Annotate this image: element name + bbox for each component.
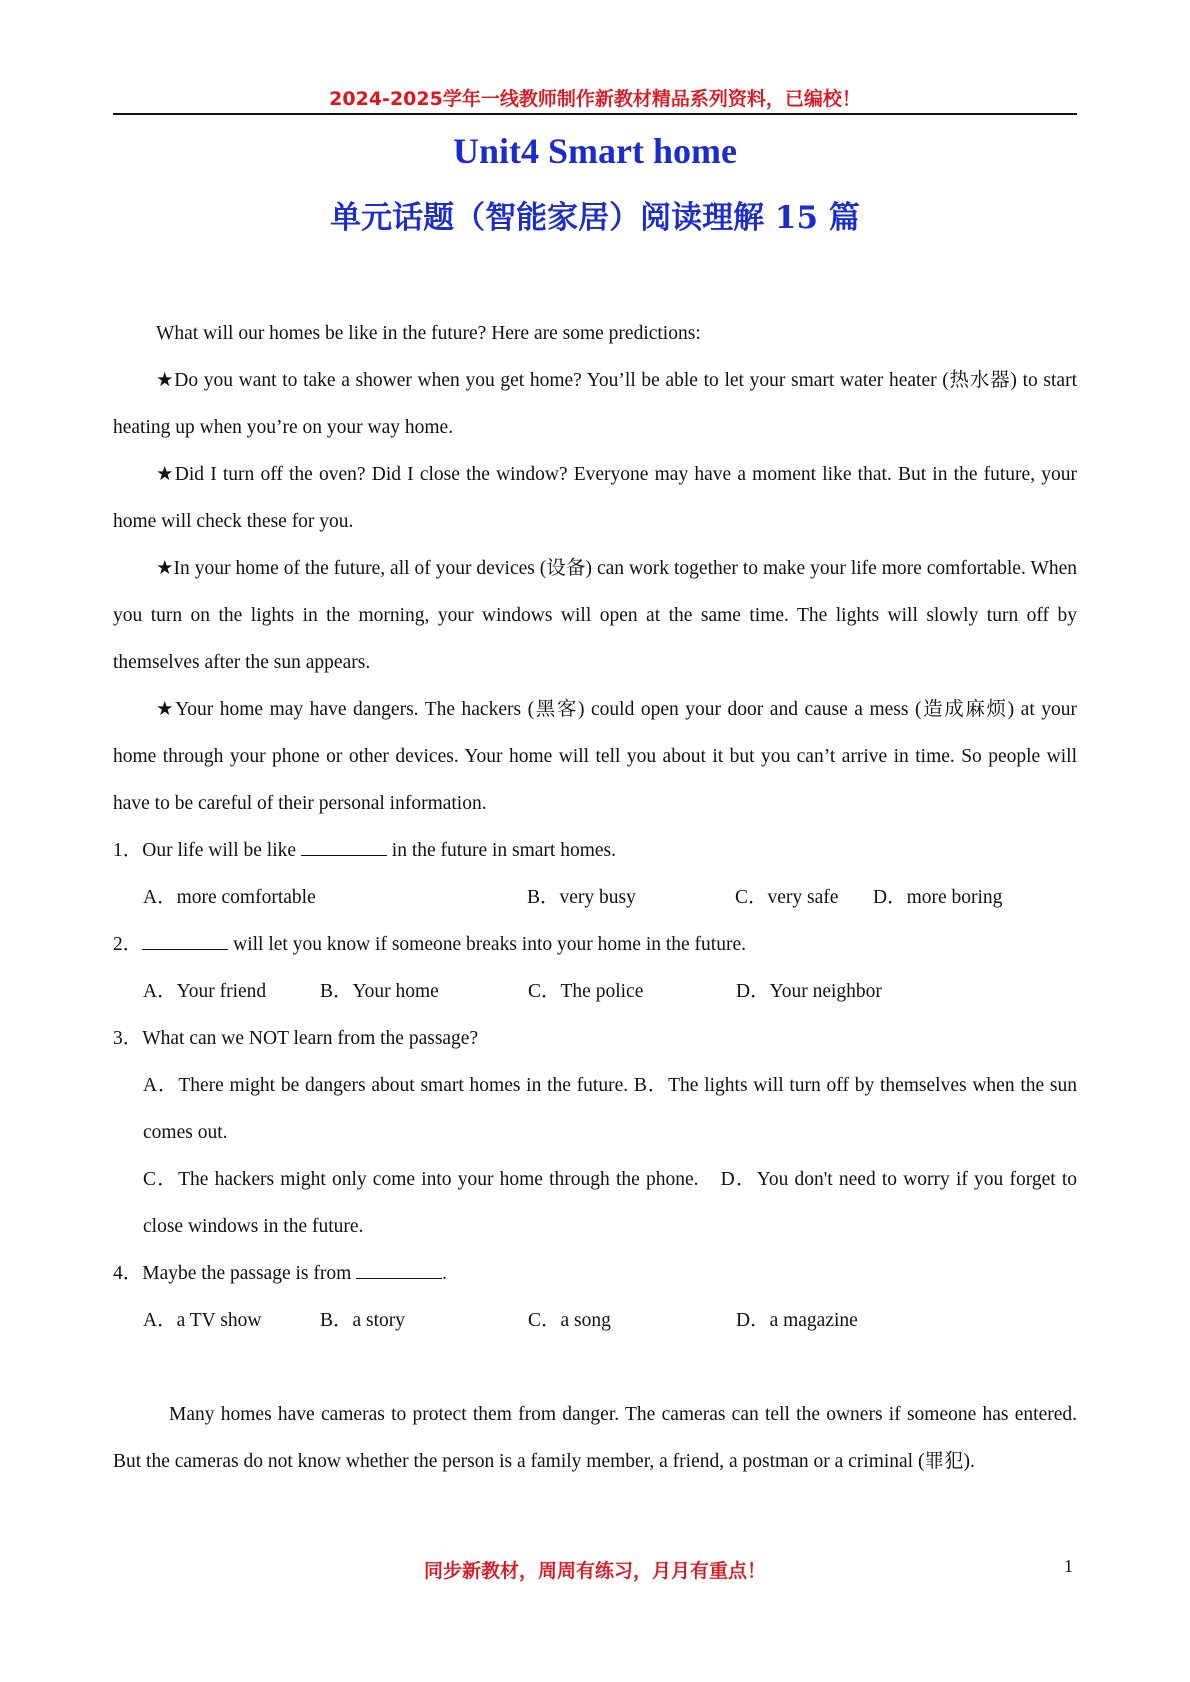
- passage1-paragraph: ★Your home may have dangers. The hackers (黑客) could open your door and cause a mess (造成麻烦) at your home through your phone or other devices. Your home will tell you about it but you can’t arrive in time. So people will have to be careful of their personal information.: [113, 699, 1077, 814]
- option-b: B．a story: [320, 1310, 406, 1331]
- answer-blank: [142, 933, 228, 950]
- passage1-paragraph: ★In your home of the future, all of your devices (设备) can work together to make your life more comfortable. When you turn on the lights in the morning, your windows will open at the same time. The lights will slowly turn off by themselves after the sun appears.: [113, 558, 1077, 673]
- question-1: [113, 827, 1077, 874]
- option-a: A．a TV show: [143, 1310, 262, 1331]
- option-c: C．a song: [528, 1310, 611, 1331]
- option-a: A．more comfortable: [143, 887, 316, 908]
- option-c: C．The police: [528, 981, 644, 1002]
- question-3-options-cd: C．The hackers might only come into your home through the phone. D．You don't need to worry if you forget to close windows in the future.: [143, 1169, 1077, 1237]
- answer-blank: [301, 839, 387, 856]
- option-b: B．Your home: [320, 981, 439, 1002]
- passage1-intro: What will our homes be like in the future? Here are some predictions:: [156, 323, 701, 344]
- option-a: A．Your friend: [143, 981, 267, 1002]
- question-4-stem: 4．Maybe the passage is from: [113, 1263, 357, 1284]
- question-1-options: [113, 874, 1077, 921]
- document-body: [113, 310, 1077, 1485]
- page-footer: 同步新教材，周周有练习，月月有重点！: [423, 1560, 766, 1582]
- passage1-paragraph: ★Do you want to take a shower when you get home? You’ll be able to let your smart water heater (热水器) to start heating up when you’re on your way home.: [113, 370, 1077, 438]
- question-1-stem: 1．Our life will be like: [113, 840, 301, 861]
- question-2: [113, 921, 1077, 968]
- question-4-options: [113, 1297, 1077, 1344]
- question-4-stem-end: .: [442, 1263, 448, 1284]
- option-d: D．a magazine: [736, 1310, 858, 1331]
- question-4: [113, 1250, 1077, 1297]
- option-d: D．more boring: [873, 887, 1003, 908]
- header-divider: [113, 113, 1077, 115]
- question-2-number: 2．: [113, 934, 143, 955]
- option-b: B．very busy: [527, 887, 636, 908]
- question-2-stem: will let you know if someone breaks into your home in the future.: [228, 934, 746, 955]
- question-1-stem-end: in the future in smart homes.: [386, 840, 616, 861]
- passage2-paragraph: Many homes have cameras to protect them from danger. The cameras can tell the owners if someone has entered. But the cameras do not know whether the person is a family member, a friend, a postman or a criminal (罪犯).: [113, 1404, 1077, 1472]
- passage1-paragraph: ★Did I turn off the oven? Did I close the window? Everyone may have a moment like that. But in the future, your home will check these for you.: [113, 464, 1077, 532]
- section-gap: [113, 1344, 1077, 1391]
- option-d: D．Your neighbor: [736, 981, 882, 1002]
- question-3-options-ab: A．There might be dangers about smart homes in the future. B．The lights will turn off by themselves when the sun comes out.: [143, 1075, 1077, 1143]
- answer-blank: [356, 1262, 442, 1279]
- page-number: 1: [1064, 1556, 1073, 1576]
- unit-subtitle: 单元话题（智能家居）阅读理解 15 篇: [330, 200, 860, 236]
- page-header: 2024-2025学年一线教师制作新教材精品系列资料，已编校！: [329, 88, 861, 110]
- unit-title: Unit4 Smart home: [453, 131, 737, 171]
- question-2-options: [113, 968, 1077, 1015]
- question-3: 3．What can we NOT learn from the passage?: [113, 1028, 479, 1049]
- option-c: C．very safe: [735, 887, 839, 908]
